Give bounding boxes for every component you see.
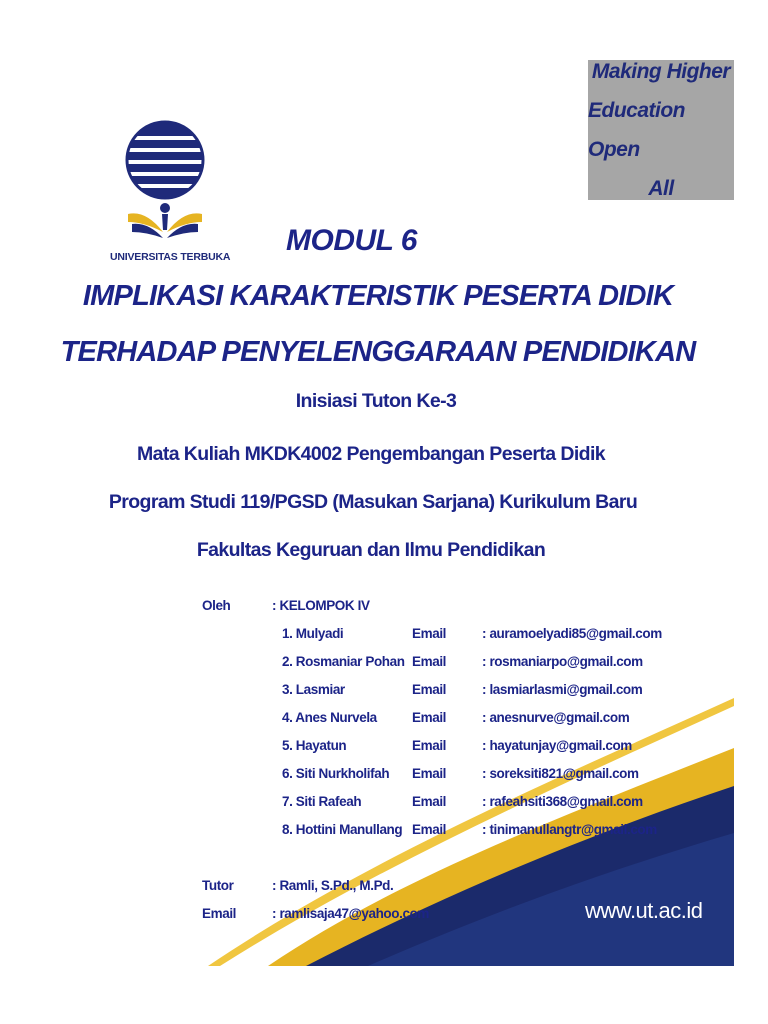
title-line-2: TERHADAP PENYELENGGARAAN PENDIDIKAN bbox=[60, 336, 696, 368]
oleh-value: : KELOMPOK IV bbox=[272, 598, 370, 613]
member-email-label: Email bbox=[412, 738, 447, 753]
title-line-1: IMPLIKASI KARAKTERISTIK PESERTA DIDIK bbox=[82, 280, 674, 312]
member-name: 8. Hottini Manullang bbox=[282, 822, 403, 837]
member-name: 6. Siti Nurkholifah bbox=[282, 766, 390, 781]
member-email: : anesnurve@gmail.com bbox=[482, 710, 630, 725]
member-email: : tinimanullangtr@gmail.com bbox=[482, 822, 657, 837]
member-email-label: Email bbox=[412, 822, 447, 837]
member-email-label: Email bbox=[412, 626, 447, 641]
tutor-email-label: Email bbox=[202, 906, 237, 921]
member-email: : lasmiarlasmi@gmail.com bbox=[482, 682, 643, 697]
member-email-label: Email bbox=[412, 710, 447, 725]
member-email-label: Email bbox=[412, 794, 447, 809]
tutor-name: : Ramli, S.Pd., M.Pd. bbox=[272, 878, 394, 893]
member-name: 1. Mulyadi bbox=[282, 626, 344, 641]
member-name: 4. Anes Nurvela bbox=[282, 710, 377, 725]
member-email-label: Email bbox=[412, 654, 447, 669]
fakultas-text: Fakultas Keguruan dan Ilmu Pendidikan bbox=[196, 539, 546, 561]
member-email: : rosmaniarpo@gmail.com bbox=[482, 654, 643, 669]
universitas-terbuka-logo-icon bbox=[108, 118, 218, 258]
tagline-line-1: Making Higher bbox=[591, 60, 731, 83]
modul-title: MODUL 6 bbox=[286, 224, 417, 257]
member-name: 5. Hayatun bbox=[282, 738, 347, 753]
tagline-line-3: All bbox=[648, 177, 674, 200]
member-email-label: Email bbox=[412, 766, 447, 781]
member-name: 7. Siti Rafeah bbox=[282, 794, 362, 809]
program-studi-text: Program Studi 119/PGSD (Masukan Sarjana) Kurikulum Baru bbox=[108, 491, 638, 513]
tutor-email: : ramlisaja47@yahoo.com bbox=[272, 906, 430, 921]
logo-wordmark: UNIVERSITAS TERBUKA bbox=[110, 251, 231, 263]
tutor-label: Tutor bbox=[202, 878, 234, 893]
member-name: 2. Rosmaniar Pohan bbox=[282, 654, 405, 669]
member-email: : auramoelyadi85@gmail.com bbox=[482, 626, 662, 641]
tagline-box bbox=[588, 60, 734, 200]
oleh-label: Oleh bbox=[202, 598, 231, 613]
member-email: : soreksiti821@gmail.com bbox=[482, 766, 639, 781]
inisiasi-text: Inisiasi Tuton Ke-3 bbox=[295, 390, 457, 412]
member-email: : hayatunjay@gmail.com bbox=[482, 738, 632, 753]
slide bbox=[38, 58, 734, 966]
member-name: 3. Lasmiar bbox=[282, 682, 345, 697]
member-email: : rafeahsiti368@gmail.com bbox=[482, 794, 643, 809]
mata-kuliah-text: Mata Kuliah MKDK4002 Pengembangan Peserta Didik bbox=[136, 443, 606, 465]
website-url: www.ut.ac.id bbox=[585, 898, 703, 923]
tagline-line-2: Education Open bbox=[588, 99, 686, 161]
member-email-label: Email bbox=[412, 682, 447, 697]
